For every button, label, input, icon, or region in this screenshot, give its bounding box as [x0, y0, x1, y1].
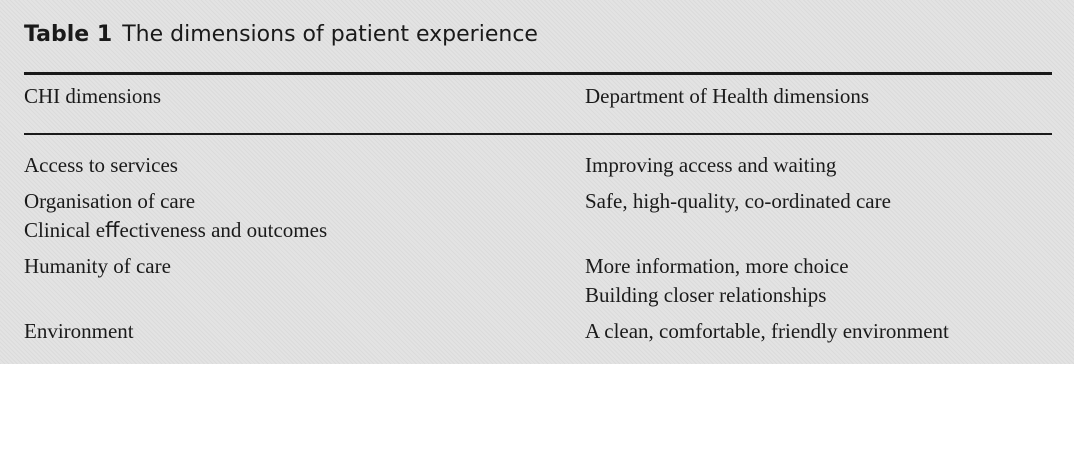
doh-more-information: More information, more choice — [585, 254, 849, 278]
header-rule — [24, 133, 1052, 135]
chi-humanity-of-care: Humanity of care — [24, 254, 171, 278]
doh-safe-care: Safe, high-quality, co-ordinated care — [585, 189, 891, 213]
table-label: Table 1 — [24, 22, 113, 47]
header-doh-dimensions: Department of Health dimensions — [585, 84, 870, 108]
doh-closer-relationships: Building closer relationships — [585, 283, 827, 307]
chi-access-to-services: Access to services — [24, 153, 178, 177]
doh-clean-environment: A clean, comfortable, friendly environment — [585, 319, 949, 343]
chi-organisation-of-care: Organisation of care — [24, 189, 196, 213]
chi-clinical-effectiveness: Clinical eﬀectiveness and outcomes — [24, 218, 328, 242]
top-rule — [24, 72, 1052, 75]
table-caption — [24, 22, 538, 47]
table-title: The dimensions of patient experience — [122, 22, 538, 47]
header-chi-dimensions: CHI dimensions — [24, 84, 162, 108]
doh-improving-access: Improving access and waiting — [585, 153, 837, 177]
chi-environment: Environment — [24, 319, 134, 343]
